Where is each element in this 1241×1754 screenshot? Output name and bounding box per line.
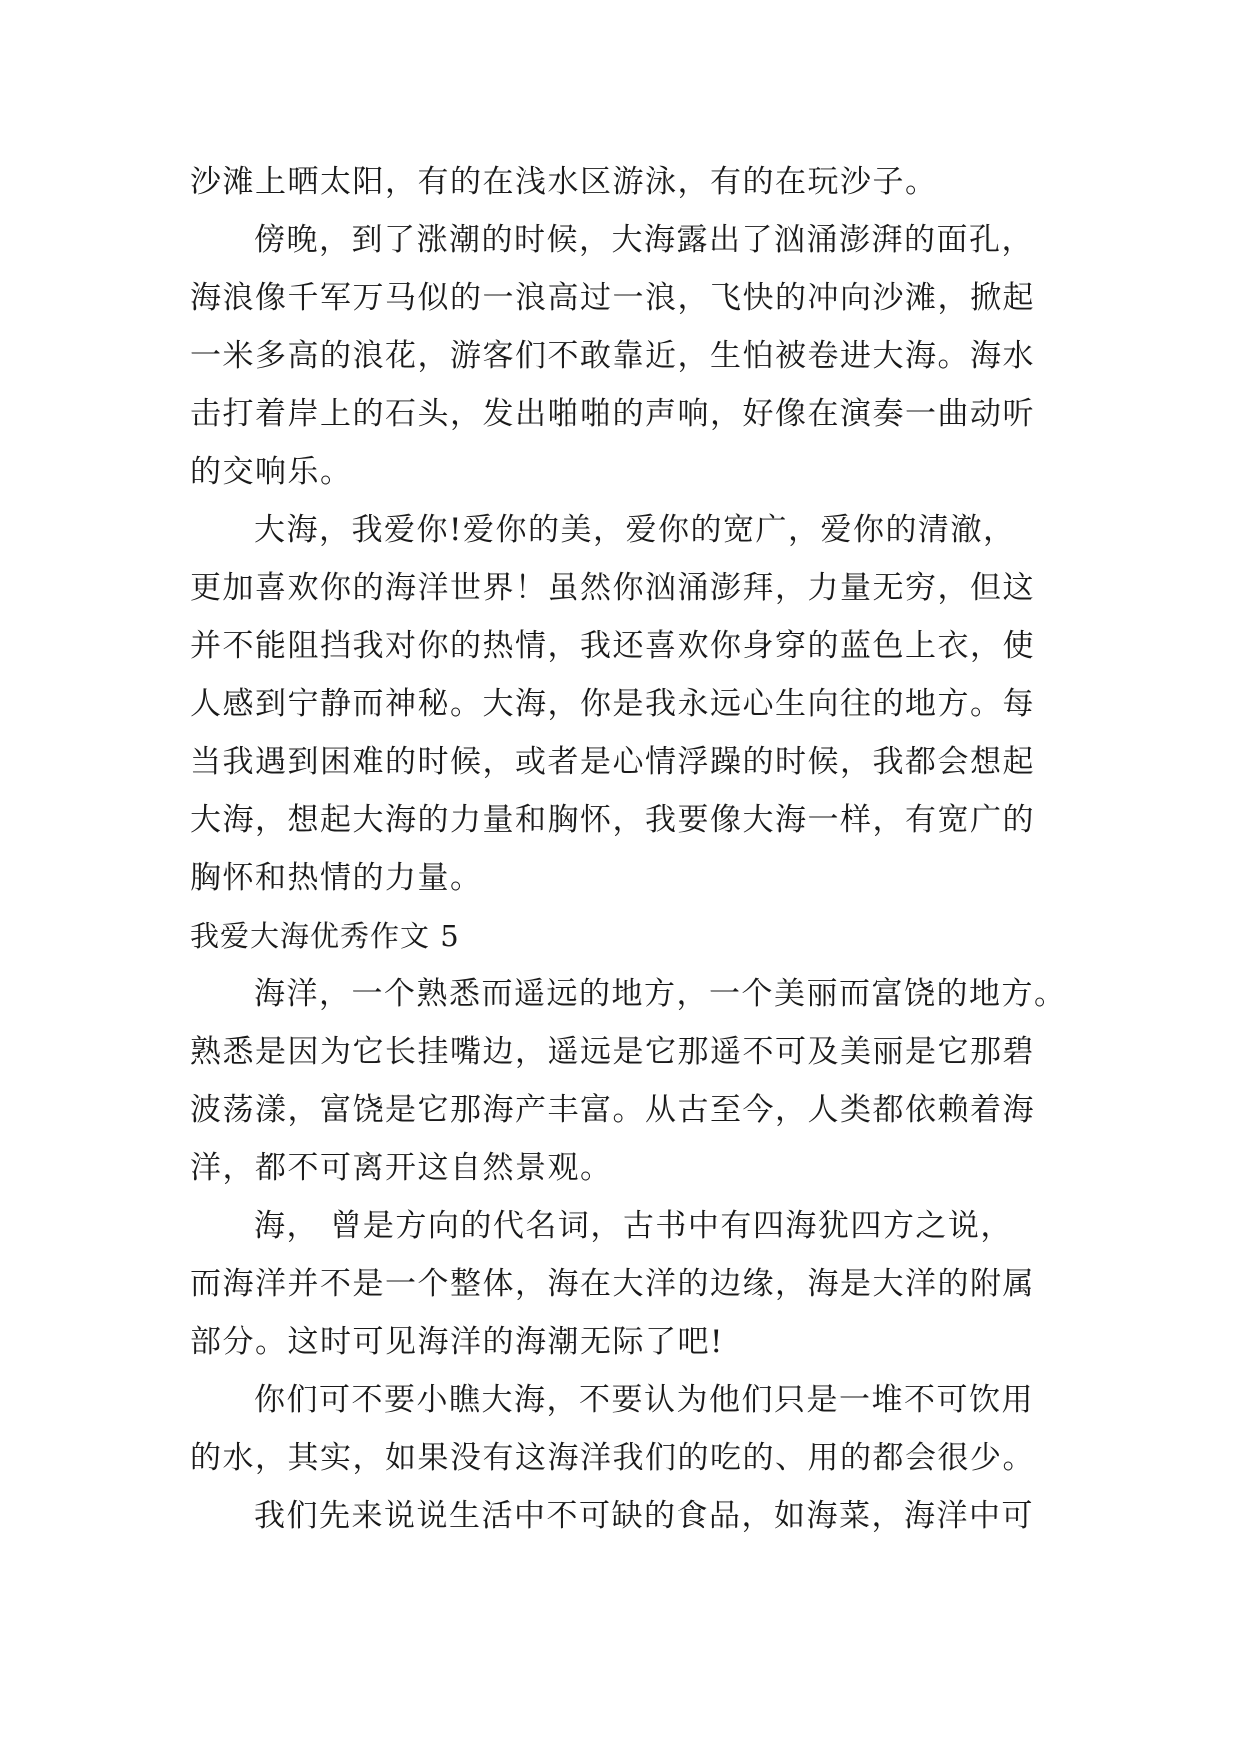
text-line: 人感到宁静而神秘。大海，你是我永远心生向往的地方。每 [190,686,1035,722]
text-line: 并不能阻挡我对你的热情，我还喜欢你身穿的蓝色上衣，使 [190,628,1035,664]
paragraph-start-line: 海洋，一个熟悉而遥远的地方，一个美丽而富饶的地方。 [254,976,1067,1012]
text-line: 更加喜欢你的海洋世界！虽然你汹涌澎拜，力量无穷，但这 [190,570,1035,606]
text-line: 而海洋并不是一个整体，海在大洋的边缘，海是大洋的附属 [190,1266,1035,1302]
text-line: 波荡漾，富饶是它那海产丰富。从古至今，人类都依赖着海 [190,1092,1035,1128]
text-line: 沙滩上晒太阳，有的在浅水区游泳，有的在玩沙子。 [190,164,938,200]
text-line: 部分。这时可见海洋的海潮无际了吧! [190,1324,724,1360]
paragraph-start-line: 傍晚，到了涨潮的时候，大海露出了汹涌澎湃的面孔， [254,222,1034,258]
text-line: 海浪像千军万马似的一浪高过一浪，飞快的冲向沙滩，掀起 [190,280,1035,316]
paragraph-start-line: 海， 曾是方向的代名词，古书中有四海犹四方之说， [254,1208,1013,1244]
text-line: 胸怀和热情的力量。 [190,860,483,896]
text-line: 击打着岸上的石头，发出啪啪的声响，好像在演奏一曲动听 [190,396,1035,432]
paragraph-start-line: 我们先来说说生活中不可缺的食品，如海菜，海洋中可 [254,1498,1034,1534]
section-heading: 我爱大海优秀作文 5 [190,919,460,953]
document-page [190,153,1070,1545]
text-line: 洋，都不可离开这自然景观。 [190,1150,613,1186]
text-line: 熟悉是因为它长挂嘴边，遥远是它那遥不可及美丽是它那碧 [190,1034,1035,1070]
text-line: 一米多高的浪花，游客们不敢靠近，生怕被卷进大海。海水 [190,338,1035,374]
text-line: 大海，想起大海的力量和胸怀，我要像大海一样，有宽广的 [190,802,1035,838]
text-line: 的交响乐。 [190,454,353,490]
paragraph-start-line: 你们可不要小瞧大海，不要认为他们只是一堆不可饮用 [254,1382,1034,1418]
paragraph-start-line: 大海，我爱你!爱你的美，爱你的宽广，爱你的清澈， [254,512,1016,548]
text-line: 的水，其实，如果没有这海洋我们的吃的、用的都会很少。 [190,1440,1035,1476]
text-line: 当我遇到困难的时候，或者是心情浮躁的时候，我都会想起 [190,744,1035,780]
